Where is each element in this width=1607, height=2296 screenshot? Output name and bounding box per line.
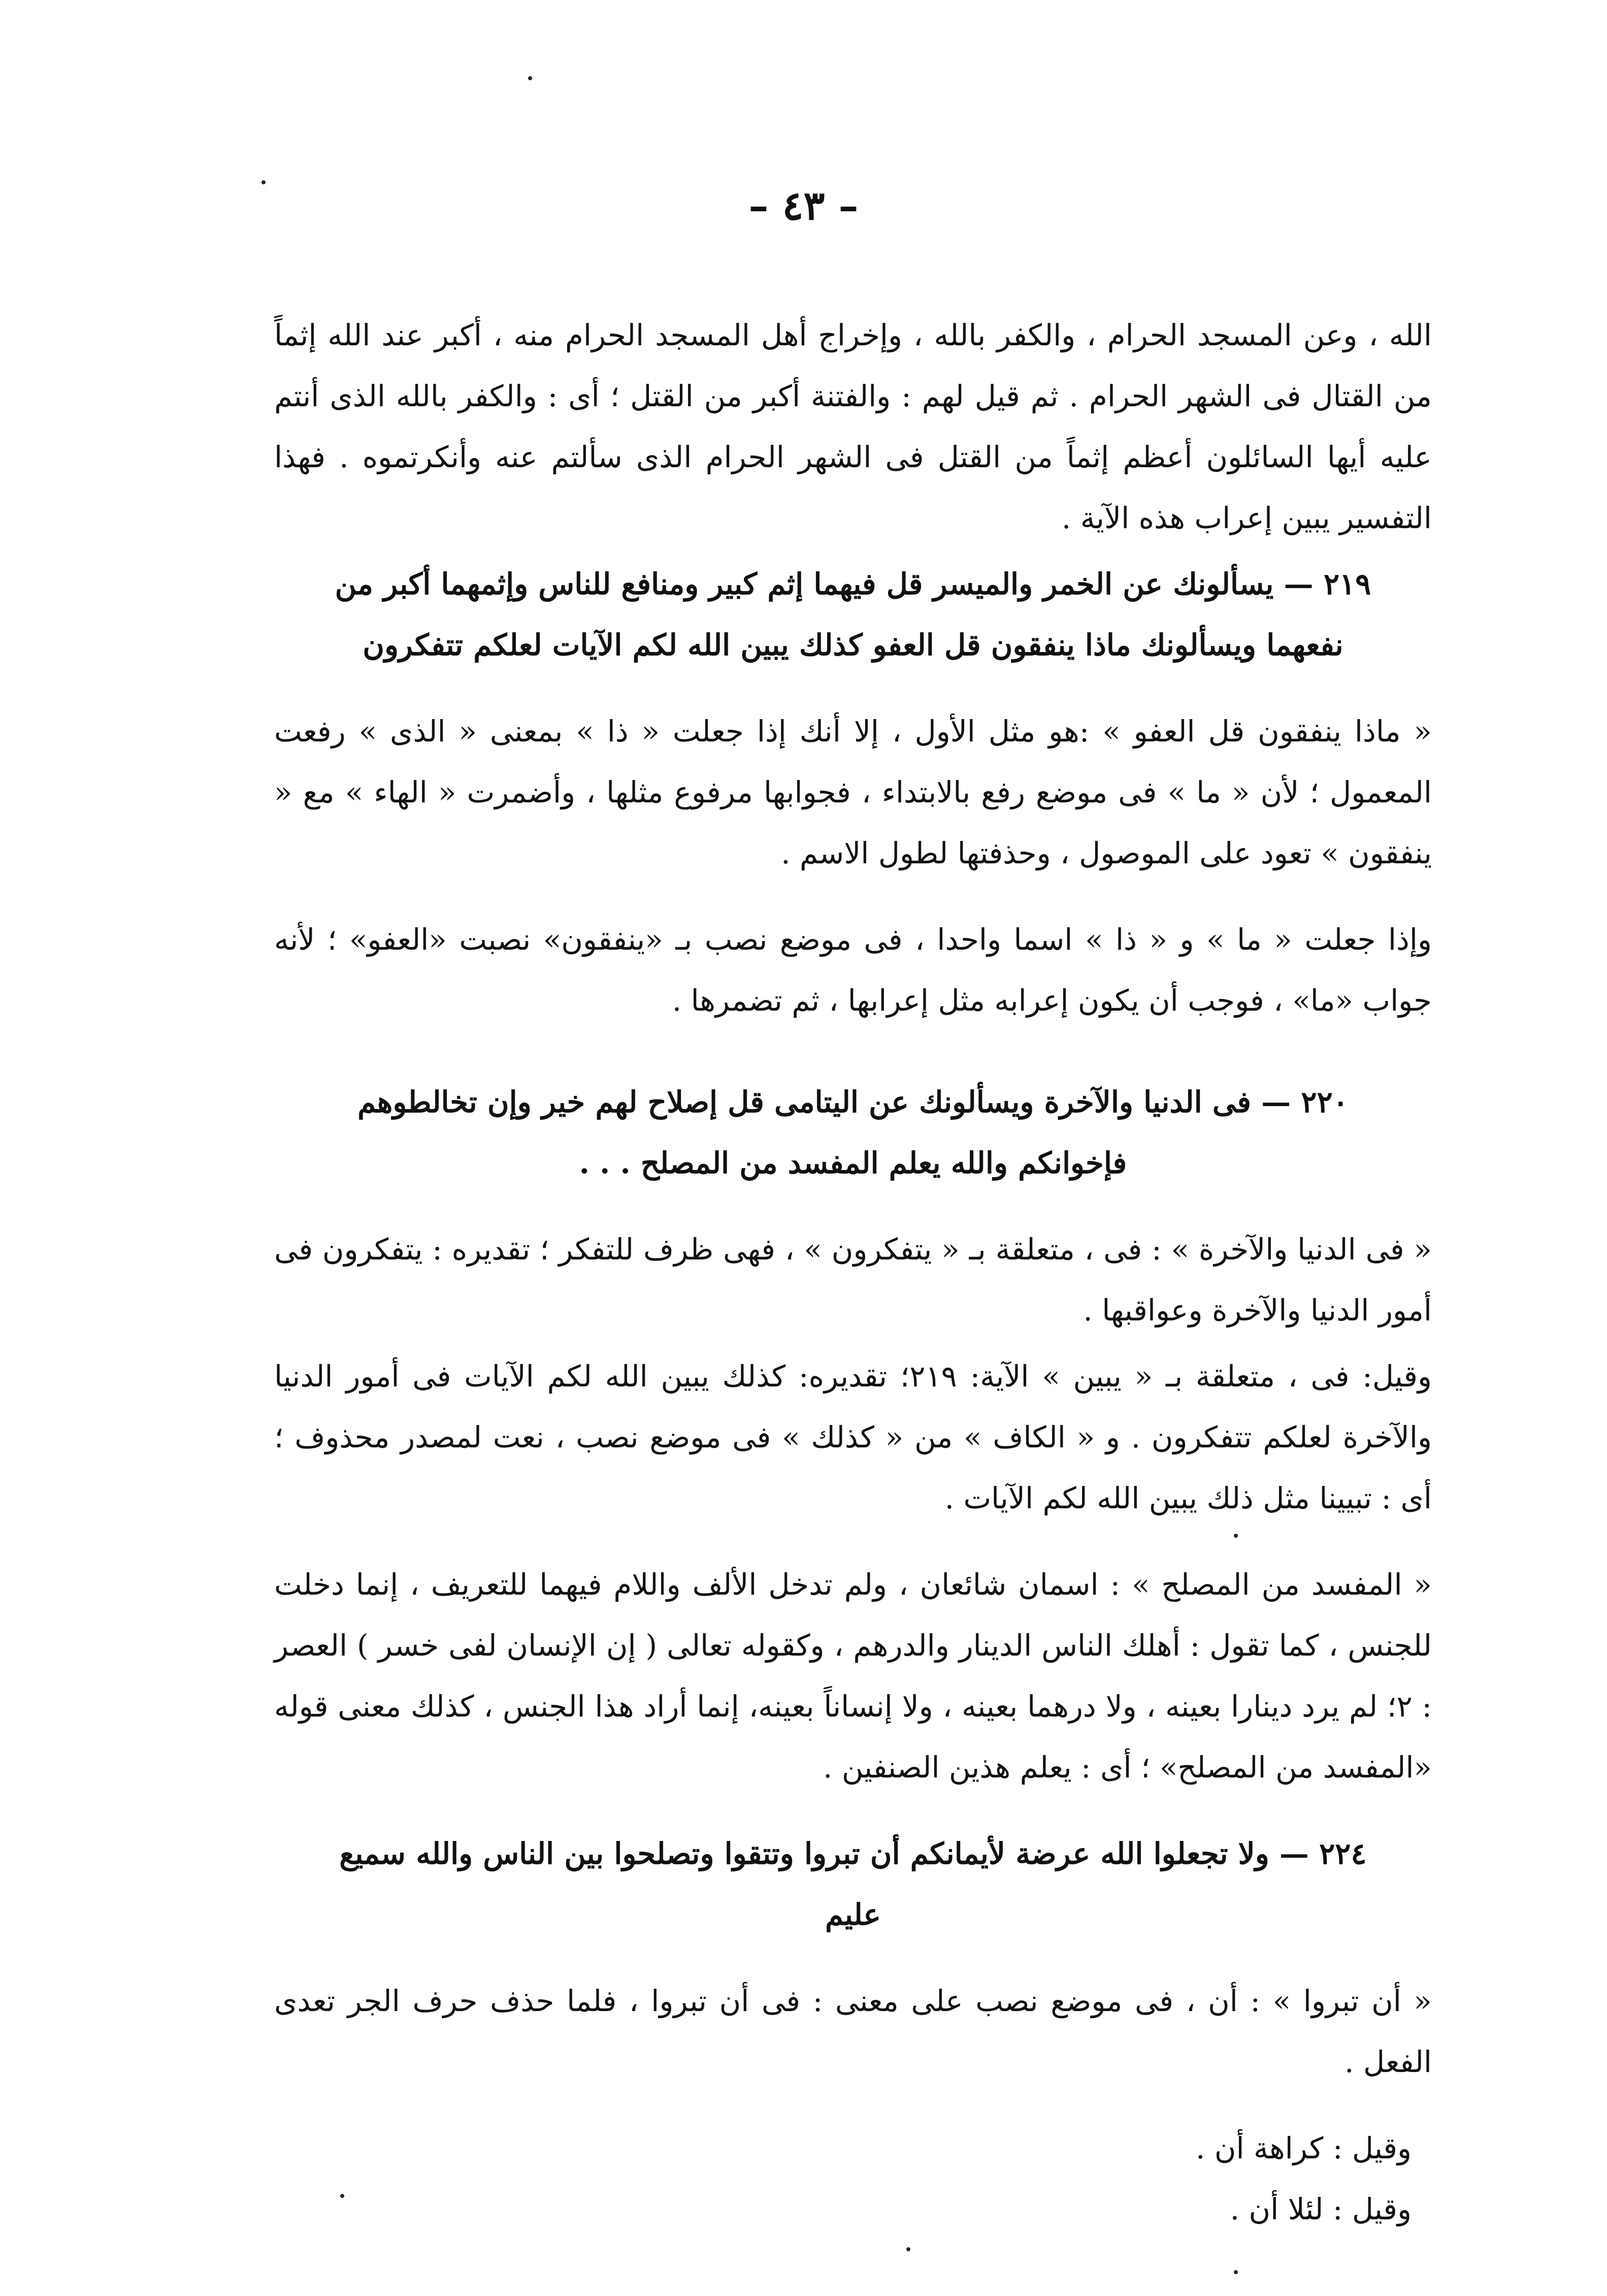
scan-speck	[1234, 2270, 1238, 2274]
scan-speck	[906, 2247, 910, 2251]
paragraph-commentary: الله ، وعن المسجد الحرام ، والكفر بالله ، وإخراج أهل المسجد الحرام منه ، أكبر عند الله إثماً من القتال فى الشهر الحرام . ثم قيل لهم : والفتنة أكبر من القتل ؛ أى : والكفر بالله الذى أنتم عليه أيها السائلون أعظم إثماً من القتل فى الشهر الحرام الذى سألتم عنه وأنكرتموه . فهذا التفسير يبين إعراب هذه الآية .	[274, 318, 1432, 535]
paragraph-commentary: وقيل: فى ، متعلقة بـ « يبين » الآية: ٢١٩؛ تقديره: كذلك يبين الله لكم الآيات فى أمور الدنيا والآخرة لعلكم تتفكرون . و « الكاف » من « كذلك » فى موضع نصب ، نعت لمصدر محذوف ؛ أى : تبيينا مثل ذلك يبين الله لكم الآيات .	[274, 1359, 1432, 1515]
paragraph-commentary: « المفسد من المصلح » : اسمان شائعان ، ولم تدخل الألف واللام فيهما للتعريف ، إنما دخلت للجنس ، كما تقول : أهلك الناس الدينار والدرهم ، وكقوله تعالى ( إن الإنسان لفى خسر ) العصر : ٢؛ لم يرد دينارا بعينه ، ولا درهما بعينه ، ولا إنساناً بعينه، إنما أراد هذا الجنس ، كذلك معنى قوله «المفسد من المصلح» ؛ أى : يعلم هذين الصنفين .	[274, 1567, 1432, 1785]
paragraph-commentary: « أن تبروا » : أن ، فى موضع نصب على معنى : فى أن تبروا ، فلما حذف حرف الجر تعدى الفعل .	[274, 1984, 1432, 2079]
scan-speck	[340, 2194, 344, 2198]
paragraph-short: وقيل : لئلا أن .	[1230, 2192, 1412, 2226]
page-body	[274, 305, 1432, 2240]
scan-speck	[528, 76, 532, 80]
paragraph-commentary: « فى الدنيا والآخرة » : فى ، متعلقة بـ « يتفكرون » ، فهى ظرف للتفكر ؛ تقديره : يتفكرون فى أمور الدنيا والآخرة وعواقبها .	[274, 1232, 1432, 1328]
paragraph-commentary: « ماذا ينفقون قل العفو » :هو مثل الأول ، إلا أنك إذا جعلت « ذا » بمعنى « الذى » رفعت المعمول ؛ لأن « ما » فى موضع رفع بالابتداء ، فجوابها مرفوع مثلها ، وأضمرت « الهاء » مع « ينفقون » تعود على الموصول ، وحذفتها لطول الاسم .	[274, 714, 1432, 870]
paragraph-commentary: وإذا جعلت « ما » و « ذا » اسما واحدا ، فى موضع نصب بـ «ينفقون» نصبت «العفو» ؛ لأنه جواب «ما» ، فوجب أن يكون إعرابه مثل إعرابها ، ثم تضمرها .	[274, 922, 1432, 1018]
page-number: – ٤٣ –	[748, 183, 859, 229]
quran-verse-224: ٢٢٤ — ولا تجعلوا الله عرضة لأيمانكم أن تبروا وتتقوا وتصلحوا بين الناس والله سميع عليم	[339, 1836, 1367, 1932]
scan-speck	[1234, 1534, 1238, 1538]
paragraph-short: وقيل : كراهة أن .	[1195, 2131, 1412, 2165]
quran-verse-220: ٢٢٠ — فى الدنيا والآخرة ويسألونك عن اليتامى قل إصلاح لهم خير وإن تخالطوهم فإخوانكم والله يعلم المفسد من المصلح . . .	[357, 1085, 1349, 1180]
quran-verse-219: ٢١٩ — يسألونك عن الخمر والميسر قل فيهما إثم كبير ومنافع للناس وإثمهما أكبر من نفعهما ويسألونك ماذا ينفقون قل العفو كذلك يبين الله لكم الآيات لعلكم تتفكرون	[335, 567, 1371, 662]
scan-speck	[261, 180, 266, 184]
